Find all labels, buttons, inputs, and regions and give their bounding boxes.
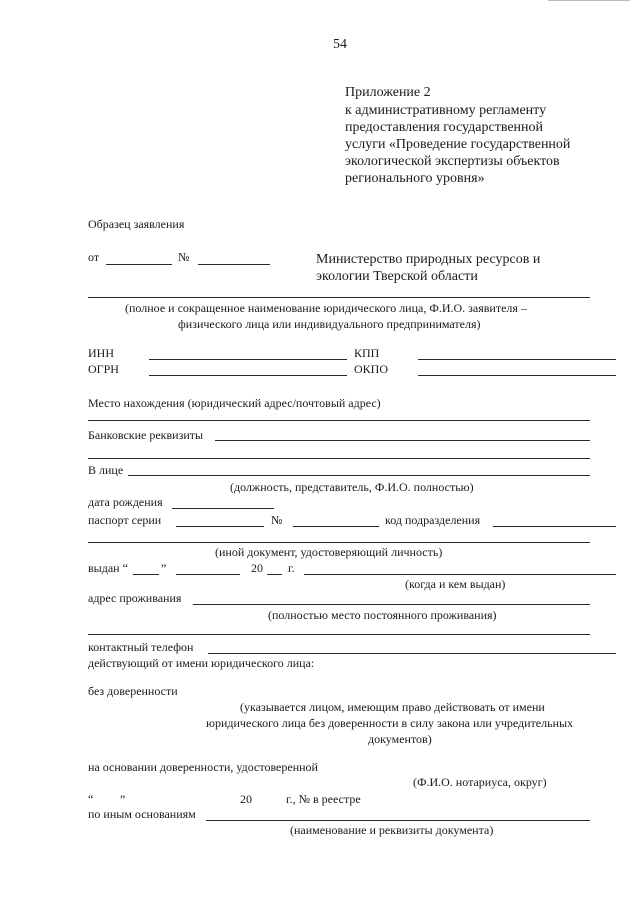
top-edge-mark xyxy=(548,0,630,1)
no-poa-caption: юридического лица без доверенности в силу закона или учредительных xyxy=(206,716,574,730)
page-number: 54 xyxy=(333,37,347,52)
division-code-line[interactable] xyxy=(493,526,616,527)
issued-year-line[interactable] xyxy=(267,574,282,575)
issued-caption: (когда и кем выдан) xyxy=(405,577,506,591)
phone-line[interactable] xyxy=(208,653,616,654)
from-label: от xyxy=(88,250,100,264)
issued-month-line[interactable] xyxy=(176,574,240,575)
address-caption: (полностью место постоянного проживания) xyxy=(268,608,497,622)
birth-date-label: дата рождения xyxy=(88,495,163,509)
number-sign: № xyxy=(178,250,190,264)
birth-date-line[interactable] xyxy=(172,508,274,509)
recipient-line2: экологии Тверской области xyxy=(316,269,478,284)
other-grounds-line[interactable] xyxy=(206,820,590,821)
phone-label: контактный телефон xyxy=(88,640,194,654)
okpo-line[interactable] xyxy=(418,375,616,376)
no-poa-caption: (указывается лицом, имеющим право действовать от имени xyxy=(240,700,545,714)
issued-label: выдан “ xyxy=(88,561,128,575)
inn-label: ИНН xyxy=(88,346,114,360)
appendix-title: Приложение 2 xyxy=(345,85,431,100)
bank-label: Банковские реквизиты xyxy=(88,428,204,442)
address-line-2[interactable] xyxy=(88,634,590,635)
registry-year-prefix: 20 xyxy=(240,792,252,806)
issued-year-prefix: 20 xyxy=(251,561,263,575)
sample-label: Образец заявления xyxy=(88,217,185,231)
in-person-label: В лице xyxy=(88,463,124,477)
registry-label: г., № в реестре xyxy=(286,792,361,806)
issued-year-suffix: г. xyxy=(288,561,295,575)
issued-quote-close: ” xyxy=(161,561,167,575)
appendix-line: экологической экспертизы объектов xyxy=(345,154,560,169)
no-poa-caption: документов) xyxy=(368,732,432,746)
location-label: Место нахождения (юридический адрес/почтовый адрес) xyxy=(88,396,381,410)
from-date-line[interactable] xyxy=(106,264,172,265)
in-person-caption: (должность, представитель, Ф.И.О. полностью) xyxy=(230,480,474,494)
appendix-line: к административному регламенту xyxy=(345,103,547,118)
division-code-label: код подразделения xyxy=(385,513,481,527)
applicant-name-line[interactable] xyxy=(88,297,590,298)
appendix-line: предоставления государственной xyxy=(345,120,544,135)
okpo-label: ОКПО xyxy=(354,362,389,376)
kpp-label: КПП xyxy=(354,346,380,360)
bank-line[interactable] xyxy=(215,440,590,441)
ogrn-line[interactable] xyxy=(149,375,347,376)
passport-number-line[interactable] xyxy=(293,526,379,527)
other-doc-line[interactable] xyxy=(88,542,590,543)
ogrn-label: ОГРН xyxy=(88,362,119,376)
address-line[interactable] xyxy=(193,604,590,605)
other-doc-caption: (иной документ, удостоверяющий личность) xyxy=(215,545,443,559)
appendix-line: услуги «Проведение государственной xyxy=(345,137,571,152)
notary-caption: (Ф.И.О. нотариуса, округ) xyxy=(413,775,547,789)
issued-by-line[interactable] xyxy=(304,574,616,575)
applicant-caption: (полное и сокращенное наименование юридического лица, Ф.И.О. заявителя – xyxy=(125,301,527,315)
passport-number-label: № xyxy=(271,513,283,527)
passport-series-line[interactable] xyxy=(176,526,264,527)
location-line[interactable] xyxy=(88,420,590,421)
acting-label: действующий от имени юридического лица: xyxy=(88,656,315,670)
no-poa-label: без доверенности xyxy=(88,684,178,698)
other-grounds-caption: (наименование и реквизиты документа) xyxy=(290,823,494,837)
kpp-line[interactable] xyxy=(418,359,616,360)
applicant-caption: физического лица или индивидуального предпринимателя) xyxy=(178,317,481,331)
registry-quote-open: “ xyxy=(88,792,94,806)
address-label: адрес проживания xyxy=(88,591,182,605)
poa-label: на основании доверенности, удостоверенной xyxy=(88,760,318,774)
bank-line-2[interactable] xyxy=(88,458,590,459)
in-person-line[interactable] xyxy=(128,475,590,476)
inn-line[interactable] xyxy=(149,359,347,360)
passport-series-label: паспорт серии xyxy=(88,513,162,527)
registry-quote-close: ” xyxy=(120,792,126,806)
recipient-line1: Министерство природных ресурсов и xyxy=(316,252,541,267)
from-number-line[interactable] xyxy=(198,264,270,265)
appendix-line: регионального уровня» xyxy=(345,171,485,186)
other-grounds-label: по иным основаниям xyxy=(88,807,196,821)
issued-day-line[interactable] xyxy=(133,574,159,575)
